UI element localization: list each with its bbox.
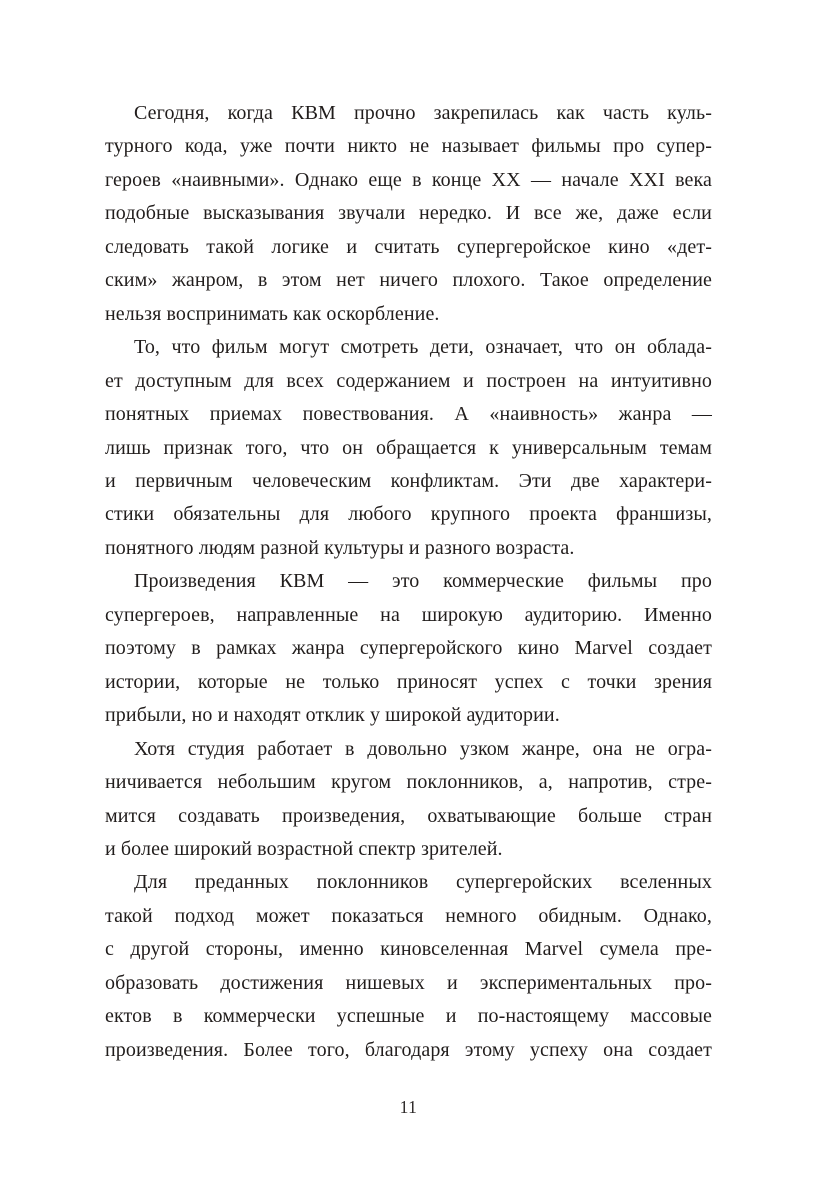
paragraph <box>105 866 712 1067</box>
text-line: ектов в коммерчески успешные и по-настоящему массовые <box>105 1005 712 1028</box>
text-line: Произведения КВМ — это коммерческие фильмы про <box>134 570 712 593</box>
paragraph <box>105 331 712 565</box>
text-line: Для преданных поклонников супергеройских вселенных <box>134 871 712 894</box>
text-line: понятного людям разной культуры и разного возраста. <box>105 536 575 559</box>
text-line: ничивается небольшим кругом поклонников, а, напротив, стре- <box>105 771 712 794</box>
text-line: Хотя студия работает в довольно узком жанре, она не огра- <box>134 737 712 760</box>
paragraph <box>105 733 712 867</box>
text-line: произведения. Более того, благодаря этому успеху она создает <box>105 1038 712 1061</box>
text-line: с другой стороны, именно киновселенная Marvel сумела пре- <box>105 938 712 961</box>
page-number: 11 <box>399 1097 418 1117</box>
text-line: истории, которые не только приносят успех с точки зрения <box>105 670 712 693</box>
text-line: лишь признак того, что он обращается к универсальным темам <box>105 436 712 459</box>
text-line: понятных приемах повествования. А «наивность» жанра — <box>105 403 712 426</box>
text-line: супергероев, направленные на широкую аудиторию. Именно <box>105 603 712 626</box>
text-line: ет доступным для всех содержанием и построен на интуитивно <box>105 369 712 392</box>
paragraph <box>105 97 712 331</box>
text-line: и первичным человеческим конфликтам. Эти две характери- <box>105 469 712 492</box>
text-line: Сегодня, когда КВМ прочно закрепилась как часть куль- <box>134 102 712 124</box>
text-line: такой подход может показаться немного обидным. Однако, <box>105 904 712 927</box>
text-line: ским» жанром, в этом нет ничего плохого. Такое определение <box>105 269 712 292</box>
text-line: То, что фильм могут смотреть дети, означает, что он облада- <box>134 336 712 359</box>
text-line: прибыли, но и находят отклик у широкой аудитории. <box>105 704 560 727</box>
text-line: нельзя воспринимать как оскорбление. <box>105 302 440 325</box>
text-line: героев «наивными». Однако еще в конце XX — начале XXI века <box>105 168 712 191</box>
text-line: мится создавать произведения, охватывающие больше стран <box>105 804 712 827</box>
paragraph <box>105 565 712 732</box>
text-line: подобные высказывания звучали нередко. И все же, даже если <box>105 202 712 225</box>
text-line: поэтому в рамках жанра супергеройского кино Marvel создает <box>105 637 712 660</box>
text-block <box>105 97 712 1067</box>
text-line: стики обязательны для любого крупного проекта франшизы, <box>105 503 712 526</box>
text-line: и более широкий возрастной спектр зрителей. <box>105 837 503 860</box>
text-line: следовать такой логике и считать супергеройское кино «дет- <box>105 235 712 258</box>
text-line: образовать достижения нишевых и экспериментальных про- <box>105 971 712 994</box>
text-line: турного кода, уже почти никто не называет фильмы про супер- <box>105 135 712 158</box>
